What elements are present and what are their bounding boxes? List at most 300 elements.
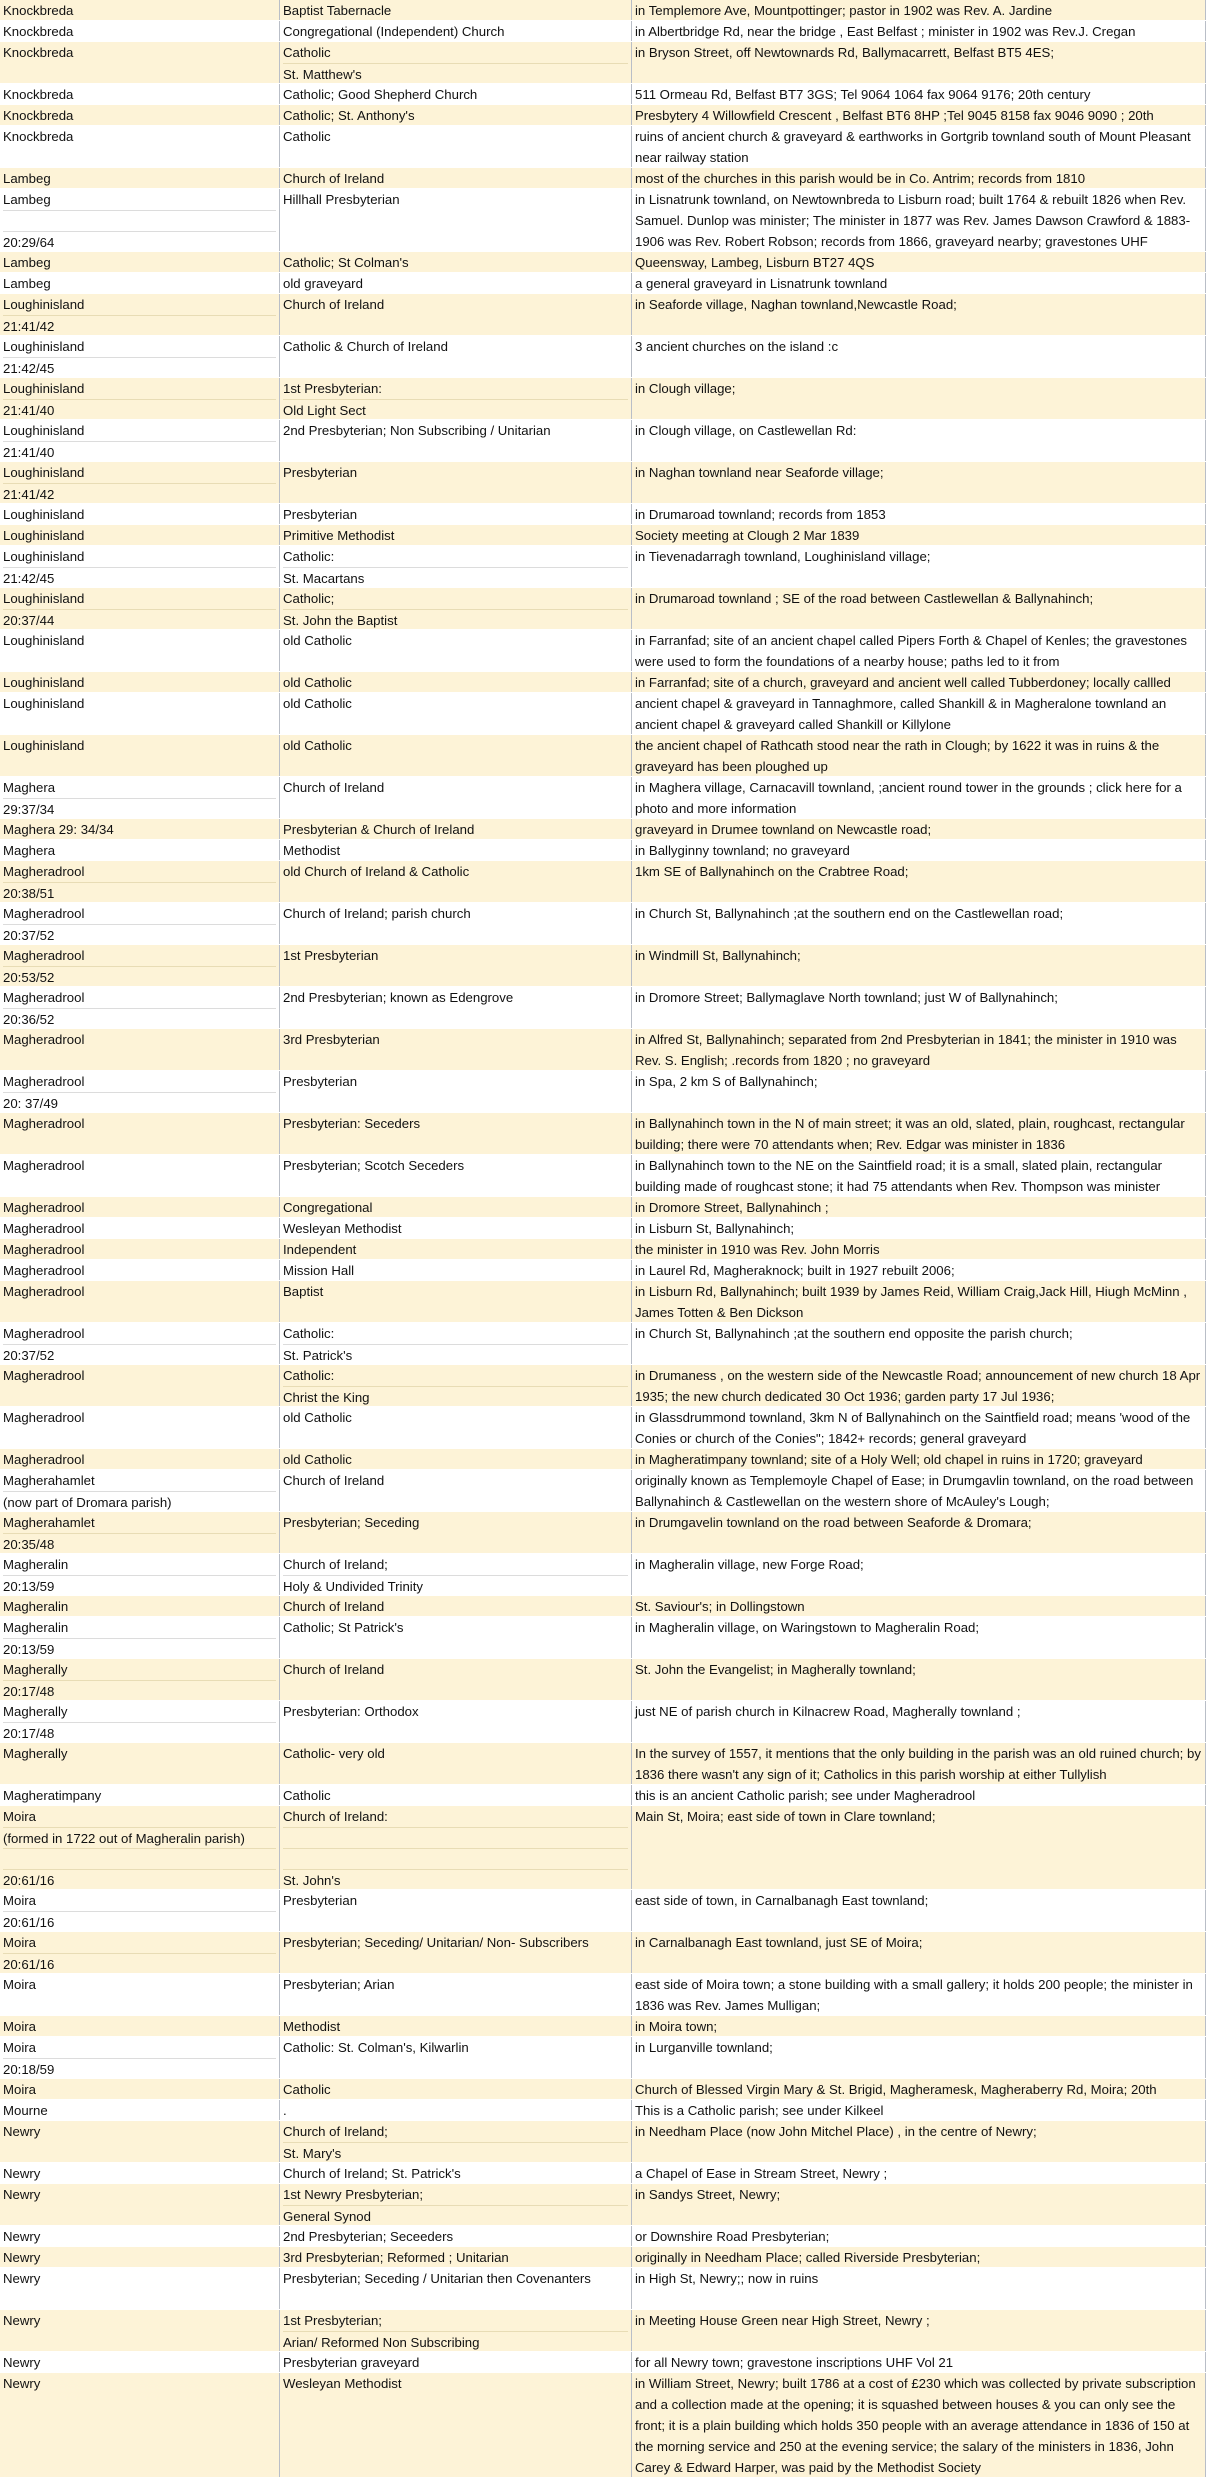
- parish-cell[interactable]: [0, 1596, 280, 1616]
- parish-name: Moira: [3, 2082, 36, 2097]
- parish-cell[interactable]: [0, 840, 280, 860]
- parish-cell[interactable]: [0, 693, 280, 734]
- denomination-text: Methodist: [283, 2019, 341, 2034]
- location-notes-cell[interactable]: in Glassdrummond townland, 3km N of Ballynahinch on the Saintfield road; means 'wood of the Conies or church of the Conies"; 1842+ records; general graveyard: [632, 1407, 1206, 1448]
- location-notes-cell[interactable]: in Church St, Ballynahinch ;at the southern end on the Castlewellan road;: [632, 903, 1206, 944]
- table-row: [0, 1449, 1206, 1470]
- parish-name: Moira: [3, 1809, 36, 1824]
- parish-name: Magheradrool: [3, 1032, 85, 1047]
- parish-name: Loughinisland: [3, 507, 85, 522]
- parish-cell[interactable]: [0, 525, 280, 545]
- denomination-cell[interactable]: [280, 1785, 632, 1805]
- denomination-cell[interactable]: [280, 546, 632, 587]
- parish-name: Loughinisland: [3, 465, 85, 480]
- denomination-text: Congregational (Independent) Church: [283, 24, 505, 39]
- denomination-cell[interactable]: [280, 2226, 632, 2246]
- location-notes-cell[interactable]: in Tievenadarragh townland, Loughinisland village;: [632, 546, 1206, 587]
- parish-ref: [3, 1848, 276, 1869]
- location-notes-cell[interactable]: in Clough village, on Castlewellan Rd:: [632, 420, 1206, 461]
- parish-cell[interactable]: [0, 735, 280, 776]
- location-notes-cell[interactable]: the ancient chapel of Rathcath stood near the rath in Clough; by 1622 it was in ruins & the graveyard has been ploughed up: [632, 735, 1206, 776]
- location-notes-cell[interactable]: a general graveyard in Lisnatrunk townland: [632, 273, 1206, 293]
- denomination-cell[interactable]: [280, 2373, 632, 2477]
- denomination-cell[interactable]: [280, 693, 632, 734]
- location-notes-cell[interactable]: in Maghera village, Carnacavill townland, ;ancient round tower in the grounds ; click here for a photo and more information: [632, 777, 1206, 818]
- location-notes-cell[interactable]: originally in Needham Place; called Riverside Presbyterian;: [632, 2247, 1206, 2267]
- parish-cell[interactable]: [0, 21, 280, 41]
- parish-cell[interactable]: [0, 2373, 280, 2477]
- parish-cell[interactable]: [0, 903, 280, 944]
- parish-cell[interactable]: [0, 1659, 280, 1700]
- denomination-cell[interactable]: [280, 0, 632, 20]
- denomination-cell[interactable]: [280, 819, 632, 839]
- parish-ref: 21:42/45: [3, 567, 276, 587]
- denomination-cell[interactable]: [280, 945, 632, 986]
- denomination-cell[interactable]: [280, 2037, 632, 2078]
- parish-cell[interactable]: [0, 2037, 280, 2078]
- location-notes-cell[interactable]: in Magheratimpany townland; site of a Holy Well; old chapel in ruins in 1720; graveyard: [632, 1449, 1206, 1469]
- table-row: [0, 903, 1206, 945]
- location-notes-cell[interactable]: In the survey of 1557, it mentions that the only building in the parish was an old ruined church; by 1836 there wasn't any sign of it; Catholics in this parish worship at either Tullylish: [632, 1743, 1206, 1784]
- denomination-text: Wesleyan Methodist: [283, 2376, 402, 2391]
- table-row: [0, 1365, 1206, 1407]
- denomination-cell[interactable]: [280, 1071, 632, 1112]
- parish-name: Newry: [3, 2376, 41, 2391]
- denomination-cell[interactable]: [280, 1218, 632, 1238]
- location-notes-cell[interactable]: in Albertbridge Rd, near the bridge , East Belfast ; minister in 1902 was Rev.J. Cregan: [632, 21, 1206, 41]
- location-notes-cell[interactable]: in High St, Newry;; now in ruins: [632, 2268, 1206, 2309]
- location-notes-cell[interactable]: Main St, Moira; east side of town in Clare townland;: [632, 1806, 1206, 1889]
- denomination-cell[interactable]: [280, 2016, 632, 2036]
- parish-cell[interactable]: [0, 2247, 280, 2267]
- parish-name: Loughinisland: [3, 381, 85, 396]
- denomination-cell[interactable]: [280, 1239, 632, 1259]
- parish-cell[interactable]: [0, 2268, 280, 2309]
- parish-cell[interactable]: [0, 1113, 280, 1154]
- location-notes-cell[interactable]: a Chapel of Ease in Stream Street, Newry ;: [632, 2163, 1206, 2183]
- table-row: [0, 861, 1206, 903]
- table-row: [0, 2352, 1206, 2373]
- denomination-cell[interactable]: [280, 2184, 632, 2225]
- parish-name: Newry: [3, 2187, 41, 2202]
- parish-name: Moira: [3, 2040, 36, 2055]
- parish-cell[interactable]: [0, 126, 280, 167]
- denomination-cell[interactable]: [280, 2079, 632, 2099]
- parish-name: Magheradrool: [3, 1116, 85, 1131]
- parish-name: Loughinisland: [3, 738, 85, 753]
- parish-ref: 20:18/59: [3, 2058, 276, 2078]
- table-row: [0, 1155, 1206, 1197]
- parish-cell[interactable]: [0, 2121, 280, 2162]
- parish-name: Newry: [3, 2313, 41, 2328]
- denomination-text: Church of Ireland; parish church: [283, 906, 471, 921]
- location-notes-cell[interactable]: in Church St, Ballynahinch ;at the southern end opposite the parish church;: [632, 1323, 1206, 1364]
- denomination-text: old Catholic: [283, 675, 352, 690]
- denomination-text: old Catholic: [283, 1452, 352, 1467]
- location-notes-cell[interactable]: in Alfred St, Ballynahinch; separated from 2nd Presbyterian in 1841; the minister in 1910 was Rev. S. English; .records from 1820 ; no graveyard: [632, 1029, 1206, 1070]
- denomination-text: 2nd Presbyterian; Non Subscribing / Unitarian: [283, 423, 551, 438]
- parish-name: Magheradrool: [3, 906, 85, 921]
- parish-name: Magherahamlet: [3, 1515, 95, 1530]
- location-notes-cell[interactable]: in Ballynahinch town to the NE on the Saintfield road; it is a small, slated plain, rectangular building made of roughcast stone; it had 75 attendants when Rev. Thompson was minister: [632, 1155, 1206, 1196]
- denomination-cell[interactable]: [280, 84, 632, 104]
- location-notes-cell[interactable]: in Drumaness , on the western side of the Newcastle Road; announcement of new church 18 Apr 1935; the new church dedicated 30 Oct 1936; garden party 17 Jul 1936;: [632, 1365, 1206, 1406]
- denomination-cell[interactable]: [280, 1113, 632, 1154]
- parish-cell[interactable]: [0, 1197, 280, 1217]
- parish-cell[interactable]: [0, 987, 280, 1028]
- denomination-cell[interactable]: [280, 903, 632, 944]
- location-notes-cell[interactable]: in Lurganville townland;: [632, 2037, 1206, 2078]
- parish-cell[interactable]: [0, 1974, 280, 2015]
- location-notes-cell[interactable]: in Bryson Street, off Newtownards Rd, Ballymacarrett, Belfast BT5 4ES;: [632, 42, 1206, 83]
- table-row: [0, 2121, 1206, 2163]
- parish-cell[interactable]: [0, 1512, 280, 1553]
- table-row: [0, 1260, 1206, 1281]
- table-row: [0, 1197, 1206, 1218]
- location-notes-cell[interactable]: in Drumaroad townland; records from 1853: [632, 504, 1206, 524]
- parish-ref: 20:36/52: [3, 1008, 276, 1028]
- denomination-cell[interactable]: [280, 1512, 632, 1553]
- denomination-text: Catholic: [283, 2082, 331, 2097]
- parish-name: Loughinisland: [3, 297, 85, 312]
- parish-cell[interactable]: [0, 2100, 280, 2120]
- table-row: [0, 1974, 1206, 2016]
- location-notes-cell[interactable]: the minister in 1910 was Rev. John Morris: [632, 1239, 1206, 1259]
- denomination-text: Old Light Sect: [283, 399, 628, 419]
- denomination-cell[interactable]: [280, 1407, 632, 1448]
- location-notes-cell[interactable]: in Spa, 2 km S of Ballynahinch;: [632, 1071, 1206, 1112]
- location-notes-cell[interactable]: just NE of parish church in Kilnacrew Road, Magherally townland ;: [632, 1701, 1206, 1742]
- denomination-text: Presbyterian; Seceding: [283, 1515, 420, 1530]
- location-notes-cell[interactable]: most of the churches in this parish would be in Co. Antrim; records from 1810: [632, 168, 1206, 188]
- denomination-cell[interactable]: [280, 2163, 632, 2183]
- parish-cell[interactable]: [0, 672, 280, 692]
- denomination-cell[interactable]: [280, 987, 632, 1028]
- parish-cell[interactable]: [0, 1323, 280, 1364]
- location-notes-cell[interactable]: Society meeting at Clough 2 Mar 1839: [632, 525, 1206, 545]
- table-row: [0, 168, 1206, 189]
- location-notes-cell[interactable]: 511 Ormeau Rd, Belfast BT7 3GS; Tel 9064 1064 fax 9064 9176; 20th century: [632, 84, 1206, 104]
- parish-cell[interactable]: [0, 1281, 280, 1322]
- parish-name: Newry: [3, 2271, 41, 2286]
- parish-cell[interactable]: [0, 105, 280, 125]
- location-notes-cell[interactable]: in Ballyginny townland; no graveyard: [632, 840, 1206, 860]
- location-notes-cell[interactable]: in Seaforde village, Naghan townland,Newcastle Road;: [632, 294, 1206, 335]
- location-notes-cell[interactable]: graveyard in Drumee townland on Newcastle road;: [632, 819, 1206, 839]
- parish-cell[interactable]: [0, 777, 280, 818]
- parish-cell[interactable]: [0, 1071, 280, 1112]
- location-notes-cell[interactable]: in Laurel Rd, Magheraknock; built in 1927 rebuilt 2006;: [632, 1260, 1206, 1280]
- location-notes-cell[interactable]: in William Street, Newry; built 1786 at a cost of £230 which was collected by private subscription and a collection made at the opening; it is squashed between houses & you can only see the front; it is a plain building which holds 350 people with an average attendance in 1836 of 150 at the morning service and 250 at the evening service; the salary of the ministers in 1836, John Carey & Edward Harper, was paid by the Methodist Society: [632, 2373, 1206, 2477]
- denomination-cell[interactable]: [280, 525, 632, 545]
- parish-cell[interactable]: [0, 1449, 280, 1469]
- denomination-cell[interactable]: [280, 840, 632, 860]
- denomination-cell[interactable]: [280, 2310, 632, 2351]
- parish-cell[interactable]: [0, 1554, 280, 1595]
- location-notes-cell[interactable]: ancient chapel & graveyard in Tannaghmore, called Shankill & in Magheralone townland an ancient chapel & graveyard called Shankill or Killylone: [632, 693, 1206, 734]
- parish-cell[interactable]: [0, 1470, 280, 1511]
- parish-cell[interactable]: [0, 630, 280, 671]
- location-notes-cell[interactable]: in Lisburn St, Ballynahinch;: [632, 1218, 1206, 1238]
- denomination-cell[interactable]: [280, 2268, 632, 2309]
- denomination-cell[interactable]: [280, 1155, 632, 1196]
- denomination-cell[interactable]: [280, 336, 632, 377]
- denomination-cell[interactable]: [280, 294, 632, 335]
- denomination-cell[interactable]: [280, 1029, 632, 1070]
- denomination-text: Church of Ireland: [283, 1599, 385, 1614]
- parish-cell[interactable]: [0, 1155, 280, 1196]
- denomination-cell[interactable]: [280, 1890, 632, 1931]
- parish-name: Maghera: [3, 843, 56, 858]
- table-row: [0, 1890, 1206, 1932]
- parish-ref: (now part of Dromara parish): [3, 1491, 276, 1511]
- parish-ref: 20:61/16: [3, 1953, 276, 1973]
- location-notes-cell[interactable]: St. John the Evangelist; in Magherally townland;: [632, 1659, 1206, 1700]
- parish-cell[interactable]: [0, 1218, 280, 1238]
- location-notes-cell[interactable]: in Naghan townland near Seaforde village;: [632, 462, 1206, 503]
- parish-cell[interactable]: [0, 378, 280, 419]
- parish-cell[interactable]: [0, 336, 280, 377]
- parish-cell[interactable]: [0, 84, 280, 104]
- denomination-cell[interactable]: [280, 462, 632, 503]
- denomination-text: Presbyterian: Orthodox: [283, 1704, 419, 1719]
- parish-name: Loughinisland: [3, 339, 85, 354]
- parish-cell[interactable]: [0, 2184, 280, 2225]
- location-notes-cell[interactable]: in Lisburn Rd, Ballynahinch; built 1939 by James Reid, William Craig,Jack Hill, Hiugh McMinn , James Totten & Ben Dickson: [632, 1281, 1206, 1322]
- parish-cell[interactable]: [0, 420, 280, 461]
- location-notes-cell[interactable]: this is an ancient Catholic parish; see under Magheradrool: [632, 1785, 1206, 1805]
- table-row: [0, 546, 1206, 588]
- parish-cell[interactable]: [0, 1365, 280, 1406]
- parish-cell[interactable]: [0, 1743, 280, 1784]
- denomination-cell[interactable]: [280, 2121, 632, 2162]
- parish-name: Loughinisland: [3, 696, 85, 711]
- denomination-cell[interactable]: [280, 630, 632, 671]
- location-notes-cell[interactable]: 1km SE of Ballynahinch on the Crabtree Road;: [632, 861, 1206, 902]
- table-row: [0, 2310, 1206, 2352]
- denomination-cell[interactable]: [280, 588, 632, 629]
- location-notes-cell[interactable]: in Ballynahinch town in the N of main street; it was an old, slated, plain, roughcast, rectangular building; there were 70 attendants when; Rev. Edgar was minister in 1836: [632, 1113, 1206, 1154]
- location-notes-cell[interactable]: in Clough village;: [632, 378, 1206, 419]
- denomination-cell[interactable]: [280, 777, 632, 818]
- table-row: [0, 105, 1206, 126]
- denomination-cell[interactable]: [280, 2352, 632, 2372]
- parish-cell[interactable]: [0, 294, 280, 335]
- parish-ref: 20:61/16: [3, 1869, 276, 1889]
- table-row: [0, 0, 1206, 21]
- denomination-cell[interactable]: [280, 672, 632, 692]
- parish-name: Lambeg: [3, 255, 51, 270]
- location-notes-cell[interactable]: Queensway, Lambeg, Lisburn BT27 4QS: [632, 252, 1206, 272]
- parish-name: Magheradrool: [3, 1221, 85, 1236]
- table-row: [0, 1239, 1206, 1260]
- denomination-cell[interactable]: [280, 1260, 632, 1280]
- location-notes-cell[interactable]: in Farranfad; site of an ancient chapel called Pipers Forth & Chapel of Kenles; the gravestones were used to form the foundations of a nearby house; paths led to it from: [632, 630, 1206, 671]
- denomination-text: Presbyterian: Seceders: [283, 1116, 421, 1131]
- table-row: [0, 462, 1206, 504]
- table-row: [0, 1932, 1206, 1974]
- parish-name: Magheradrool: [3, 1368, 85, 1383]
- parish-cell[interactable]: [0, 273, 280, 293]
- table-row: [0, 1218, 1206, 1239]
- location-notes-cell[interactable]: in Templemore Ave, Mountpottinger; pastor in 1902 was Rev. A. Jardine: [632, 0, 1206, 20]
- parish-cell[interactable]: [0, 819, 280, 839]
- denomination-cell[interactable]: [280, 735, 632, 776]
- denomination-cell[interactable]: [280, 1449, 632, 1469]
- parish-cell[interactable]: [0, 1239, 280, 1259]
- table-row: [0, 1617, 1206, 1659]
- parish-ref: 21:41/42: [3, 483, 276, 503]
- parish-name: Magheralin: [3, 1599, 69, 1614]
- table-row: [0, 504, 1206, 525]
- denomination-cell[interactable]: [280, 861, 632, 902]
- location-notes-cell[interactable]: in Moira town;: [632, 2016, 1206, 2036]
- location-notes-cell[interactable]: 3 ancient churches on the island :c: [632, 336, 1206, 377]
- denomination-text: Primitive Methodist: [283, 528, 395, 543]
- location-notes-cell[interactable]: in Needham Place (now John Mitchel Place) , in the centre of Newry;: [632, 2121, 1206, 2162]
- denomination-cell[interactable]: [280, 21, 632, 41]
- location-notes-cell[interactable]: in Dromore Street; Ballymaglave North townland; just W of Ballynahinch;: [632, 987, 1206, 1028]
- parish-name: Magheradrool: [3, 1326, 85, 1341]
- parish-cell[interactable]: [0, 2310, 280, 2351]
- denomination-cell[interactable]: [280, 2100, 632, 2120]
- parish-cell[interactable]: [0, 1701, 280, 1742]
- location-notes-cell[interactable]: St. Saviour's; in Dollingstown: [632, 1596, 1206, 1616]
- denomination-cell[interactable]: [280, 420, 632, 461]
- location-notes-cell[interactable]: This is a Catholic parish; see under Kilkeel: [632, 2100, 1206, 2120]
- denomination-cell[interactable]: [280, 1659, 632, 1700]
- parish-cell[interactable]: [0, 1932, 280, 1973]
- denomination-cell[interactable]: [280, 2247, 632, 2267]
- parish-cell[interactable]: [0, 1785, 280, 1805]
- denomination-text: Catholic: [283, 45, 331, 60]
- location-notes-cell[interactable]: east side of town, in Carnalbanagh East townland;: [632, 1890, 1206, 1931]
- denomination-cell[interactable]: [280, 1554, 632, 1595]
- location-notes-cell[interactable]: in Farranfad; site of a church, graveyard and ancient well called Tubberdoney; locally callled: [632, 672, 1206, 692]
- denomination-cell[interactable]: [280, 1323, 632, 1364]
- parish-cell[interactable]: [0, 546, 280, 587]
- parish-name: Magheradrool: [3, 1158, 85, 1173]
- parish-ref: 21:41/40: [3, 441, 276, 461]
- parish-cell[interactable]: [0, 588, 280, 629]
- denomination-cell[interactable]: [280, 1617, 632, 1658]
- parish-cell[interactable]: [0, 2352, 280, 2372]
- denomination-text: Wesleyan Methodist: [283, 1221, 402, 1236]
- location-notes-cell[interactable]: in Windmill St, Ballynahinch;: [632, 945, 1206, 986]
- denomination-cell[interactable]: [280, 378, 632, 419]
- parish-name: Loughinisland: [3, 633, 85, 648]
- parish-cell[interactable]: [0, 1617, 280, 1658]
- denomination-cell[interactable]: [280, 1974, 632, 2015]
- table-row: [0, 126, 1206, 168]
- denomination-cell[interactable]: [280, 1743, 632, 1784]
- denomination-cell[interactable]: [280, 273, 632, 293]
- denomination-cell[interactable]: [280, 504, 632, 524]
- location-notes-cell[interactable]: in Drumgavelin townland on the road between Seaforde & Dromara;: [632, 1512, 1206, 1553]
- location-notes-cell[interactable]: in Dromore Street, Ballynahinch ;: [632, 1197, 1206, 1217]
- parish-name: Knockbreda: [3, 129, 74, 144]
- parish-name: Magheradrool: [3, 1263, 85, 1278]
- table-row: [0, 336, 1206, 378]
- denomination-text: .: [283, 2103, 287, 2118]
- table-row: [0, 735, 1206, 777]
- denomination-cell[interactable]: [280, 105, 632, 125]
- parish-cell[interactable]: [0, 0, 280, 20]
- location-notes-cell[interactable]: for all Newry town; gravestone inscriptions UHF Vol 21: [632, 2352, 1206, 2372]
- parish-cell[interactable]: [0, 1890, 280, 1931]
- denomination-cell[interactable]: [280, 1197, 632, 1217]
- parish-cell[interactable]: [0, 2079, 280, 2099]
- parish-name: Magheralin: [3, 1557, 69, 1572]
- location-notes-cell[interactable]: ruins of ancient church & graveyard & earthworks in Gortgrib townland south of Mount Pleasant near railway station: [632, 126, 1206, 167]
- denomination-cell[interactable]: [280, 1365, 632, 1406]
- parish-cell[interactable]: [0, 42, 280, 83]
- denomination-cell[interactable]: [280, 1701, 632, 1742]
- denomination-cell[interactable]: [280, 168, 632, 188]
- location-notes-cell[interactable]: in Meeting House Green near High Street, Newry ;: [632, 2310, 1206, 2351]
- denomination-cell[interactable]: [280, 1806, 632, 1889]
- parish-cell[interactable]: [0, 945, 280, 986]
- location-notes-cell[interactable]: in Magheralin village, on Waringstown to Magheralin Road;: [632, 1617, 1206, 1658]
- parish-name: Loughinisland: [3, 591, 85, 606]
- table-row: [0, 1407, 1206, 1449]
- denomination-cell[interactable]: [280, 1596, 632, 1616]
- location-notes-cell[interactable]: in Drumaroad townland ; SE of the road between Castlewellan & Ballynahinch;: [632, 588, 1206, 629]
- location-notes-cell[interactable]: in Carnalbanagh East townland, just SE of Moira;: [632, 1932, 1206, 1973]
- parish-cell[interactable]: [0, 1260, 280, 1280]
- parish-cell[interactable]: [0, 861, 280, 902]
- location-notes-cell[interactable]: or Downshire Road Presbyterian;: [632, 2226, 1206, 2246]
- location-notes-cell[interactable]: in Lisnatrunk townland, on Newtownbreda to Lisburn road; built 1764 & rebuilt 1826 when Rev. Samuel. Dunlop was minister; The minister in 1877 was Rev. James Dawson Crawford & 1883-1906 was Rev. Robert Robson; records from 1866, graveyard nearby; gravestones UHF: [632, 189, 1206, 251]
- denomination-cell[interactable]: [280, 42, 632, 83]
- denomination-cell[interactable]: [280, 126, 632, 167]
- denomination-cell[interactable]: [280, 1281, 632, 1322]
- parish-cell[interactable]: [0, 462, 280, 503]
- denomination-cell[interactable]: [280, 1470, 632, 1511]
- parish-cell[interactable]: [0, 1407, 280, 1448]
- denomination-cell[interactable]: [280, 1932, 632, 1973]
- location-notes-cell[interactable]: Presbytery 4 Willowfield Crescent , Belfast BT6 8HP ;Tel 9045 8158 fax 9046 9090 ; 20th: [632, 105, 1206, 125]
- denomination-cell[interactable]: [280, 189, 632, 251]
- parish-cell[interactable]: [0, 252, 280, 272]
- parish-cell[interactable]: [0, 189, 280, 251]
- parish-name: Maghera 29: 34/34: [3, 822, 114, 837]
- table-row: [0, 1470, 1206, 1512]
- parish-ref: 20:35/48: [3, 1533, 276, 1553]
- table-row: [0, 1029, 1206, 1071]
- denomination-text: Presbyterian: [283, 465, 358, 480]
- parish-cell[interactable]: [0, 2163, 280, 2183]
- parish-cell[interactable]: [0, 2226, 280, 2246]
- location-notes-cell[interactable]: originally known as Templemoyle Chapel of Ease; in Drumgavlin townland, on the road between Ballynahinch & Castlewellan on the western shore of McAuley's Lough;: [632, 1470, 1206, 1511]
- parish-cell[interactable]: [0, 504, 280, 524]
- denomination-cell[interactable]: [280, 252, 632, 272]
- location-notes-cell[interactable]: in Sandys Street, Newry;: [632, 2184, 1206, 2225]
- location-notes-cell[interactable]: in Magheralin village, new Forge Road;: [632, 1554, 1206, 1595]
- parish-cell[interactable]: [0, 168, 280, 188]
- parish-cell[interactable]: [0, 1029, 280, 1070]
- denomination-text: Presbyterian: [283, 1893, 358, 1908]
- parish-name: Newry: [3, 2229, 41, 2244]
- parish-name: Loughinisland: [3, 675, 85, 690]
- parish-ref: 20:17/48: [3, 1722, 276, 1742]
- location-notes-cell[interactable]: east side of Moira town; a stone building with a small gallery; it holds 200 people; the minister in 1836 was Rev. James Mulligan;: [632, 1974, 1206, 2015]
- location-notes-cell[interactable]: Church of Blessed Virgin Mary & St. Brigid, Magheramesk, Magheraberry Rd, Moira; 20th: [632, 2079, 1206, 2099]
- denomination-text: Catholic: [283, 1788, 331, 1803]
- parish-cell[interactable]: [0, 2016, 280, 2036]
- parish-cell[interactable]: [0, 1806, 280, 1889]
- table-row: [0, 2184, 1206, 2226]
